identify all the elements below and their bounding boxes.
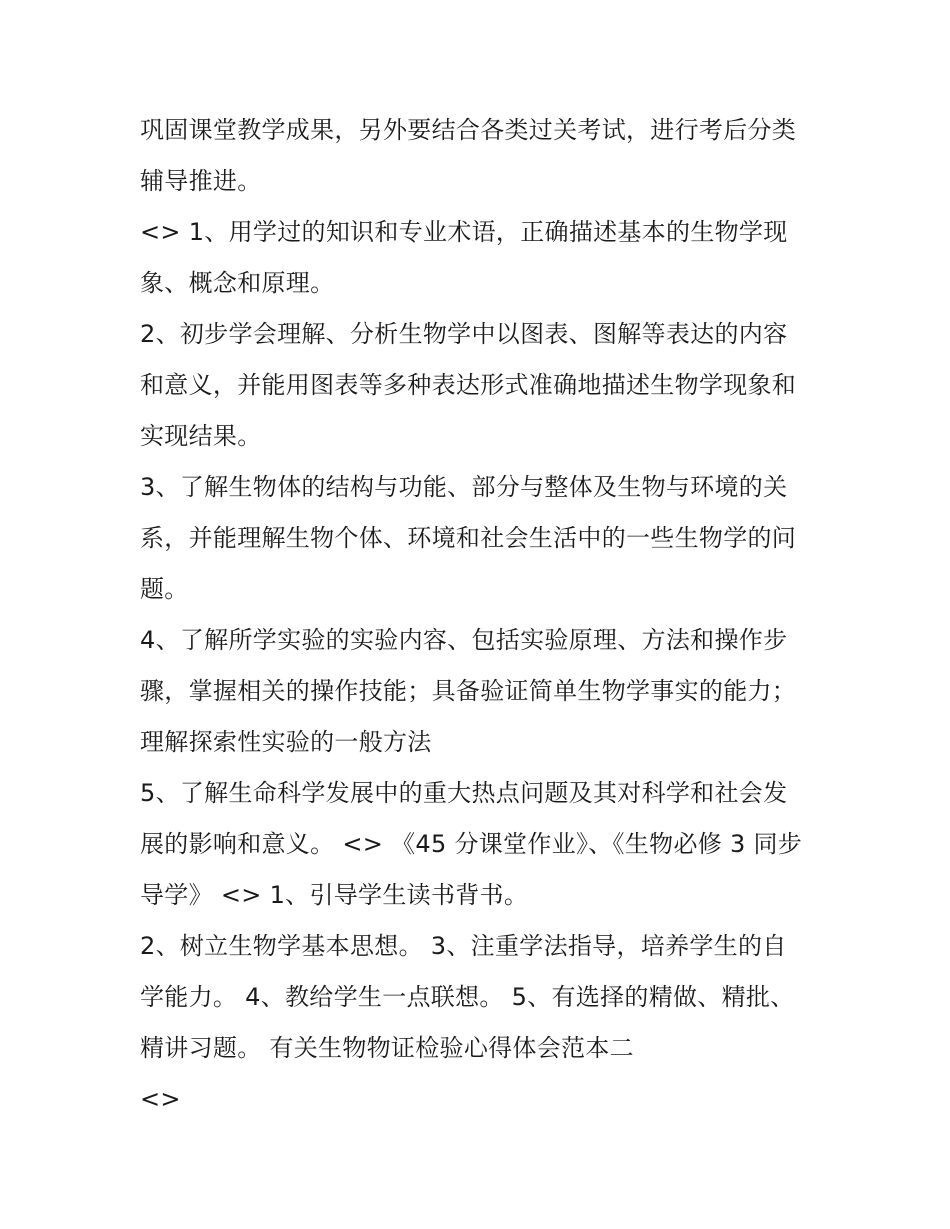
text-line: 4、了解所学实验的实验内容、包括实验原理、方法和操作步 [140,626,788,654]
text-line: 骤，掌握相关的操作技能；具备验证简单生物学事实的能力； [140,677,797,705]
text-line: 导学》 <> 1、引导学生读书背书。 [140,881,529,909]
text-line: 题。 [140,575,189,603]
document-body [140,109,820,1120]
text-line: 2、树立生物学基本思想。 3、注重学法指导，培养学生的自 [140,932,787,960]
paragraph-intro [140,109,820,211]
text-line: 精讲习题。 有关生物物证检验心得体会范本二 [140,1034,634,1062]
text-line: 和意义，并能用图表等多种表达形式准确地描述生物学现象和 [140,371,797,399]
text-line: 学能力。 4、教给学生一点联想。 5、有选择的精做、精批、 [140,983,795,1011]
text-line: 展的影响和意义。 <> 《45 分课堂作业》、《生物必修 3 同步 [140,830,803,858]
text-line: <> [140,1085,181,1113]
text-line: 辅导推进。 [140,167,262,195]
paragraph-item-2 [140,313,820,466]
text-line: 5、了解生命科学发展中的重大热点问题及其对科学和社会发 [140,779,788,807]
paragraph-item-5 [140,772,820,925]
text-line: 象、概念和原理。 [140,269,335,297]
paragraph-item-4 [140,619,820,772]
text-line: <> 1、用学过的知识和专业术语，正确描述基本的生物学现 [140,218,788,246]
text-line: 3、了解生物体的结构与功能、部分与整体及生物与环境的关 [140,473,788,501]
text-line: 2、初步学会理解、分析生物学中以图表、图解等表达的内容 [140,320,788,348]
text-line: 巩固课堂教学成果，另外要结合各类过关考试，进行考后分类 [140,116,797,144]
paragraph-item-6 [140,925,820,1078]
text-line: 理解探索性实验的一般方法 [140,728,432,756]
paragraph-trailing [140,1078,820,1120]
paragraph-item-1 [140,211,820,313]
paragraph-item-3 [140,466,820,619]
text-line: 实现结果。 [140,422,262,450]
text-line: 系，并能理解生物个体、环境和社会生活中的一些生物学的问 [140,524,797,552]
